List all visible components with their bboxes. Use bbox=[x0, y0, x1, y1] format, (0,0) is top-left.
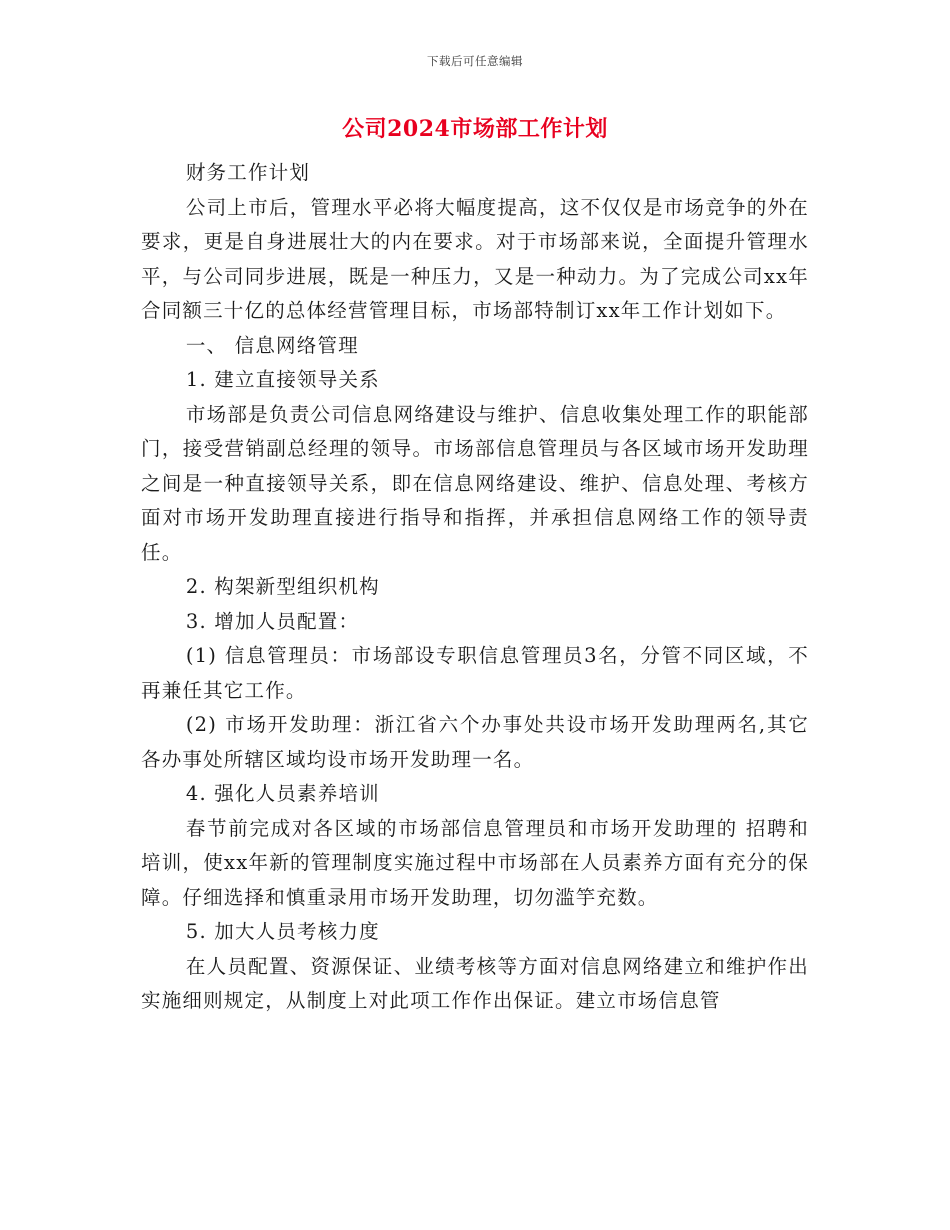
document-title: 公司2024市场部工作计划 bbox=[342, 116, 608, 142]
subheading-org-structure: 2. 构架新型组织机构 bbox=[185, 575, 380, 598]
subheading-staffing: 3. 增加人员配置： bbox=[185, 609, 360, 633]
paragraph-training: 春节前完成对各区域的市场部信息管理员和市场开发助理的 招聘和培训，使xx年新的管理制度实施过程中市场部在人员素养方面有充分的保障。仔细选择和慎重录用市场开发助理，切勿滥竽充数。 bbox=[141, 816, 809, 909]
page-header-note: 下载后可任意编辑 bbox=[427, 54, 523, 68]
document-body bbox=[141, 156, 809, 1019]
section-label-finance-plan: 财务工作计划 bbox=[185, 161, 311, 184]
intro-paragraph: 公司上市后，管理水平必将大幅度提高，这不仅仅是市场竞争的外在要求，更是自身进展壮大的内在要求。对于市场部来说，全面提升管理水平，与公司同步进展，既是一种压力，又是一种动力。为了完成公司xx年合同额三十亿的总体经营管理目标，市场部特制订xx年工作计划如下。 bbox=[141, 195, 809, 322]
subheading-assessment: 5. 加大人员考核力度 bbox=[185, 920, 380, 943]
subheading-training: 4. 强化人员素养培训 bbox=[185, 782, 380, 805]
item-info-manager: (1) 信息管理员：市场部设专职信息管理员3名，分管不同区域，不再兼任其它工作。 bbox=[141, 644, 809, 702]
paragraph-direct-leadership: 市场部是负责公司信息网络建设与维护、信息收集处理工作的职能部门，接受营销副总经理的领导。市场部信息管理员与各区域市场开发助理之间是一种直接领导关系，即在信息网络建设、维护、信息处理、考核方面对市场开发助理直接进行指导和指挥，并承担信息网络工作的领导责任。 bbox=[141, 402, 809, 564]
item-market-assistant: (2) 市场开发助理：浙江省六个办事处共设市场开发助理两名,其它各办事处所辖区域均设市场开发助理一名。 bbox=[141, 713, 809, 771]
paragraph-assessment: 在人员配置、资源保证、业绩考核等方面对信息网络建立和维护作出实施细则规定，从制度上对此项工作作出保证。建立市场信息管 bbox=[141, 954, 809, 1012]
subheading-direct-leadership: 1. 建立直接领导关系 bbox=[185, 368, 380, 391]
section-heading-info-network: 一、 信息网络管理 bbox=[185, 333, 359, 357]
